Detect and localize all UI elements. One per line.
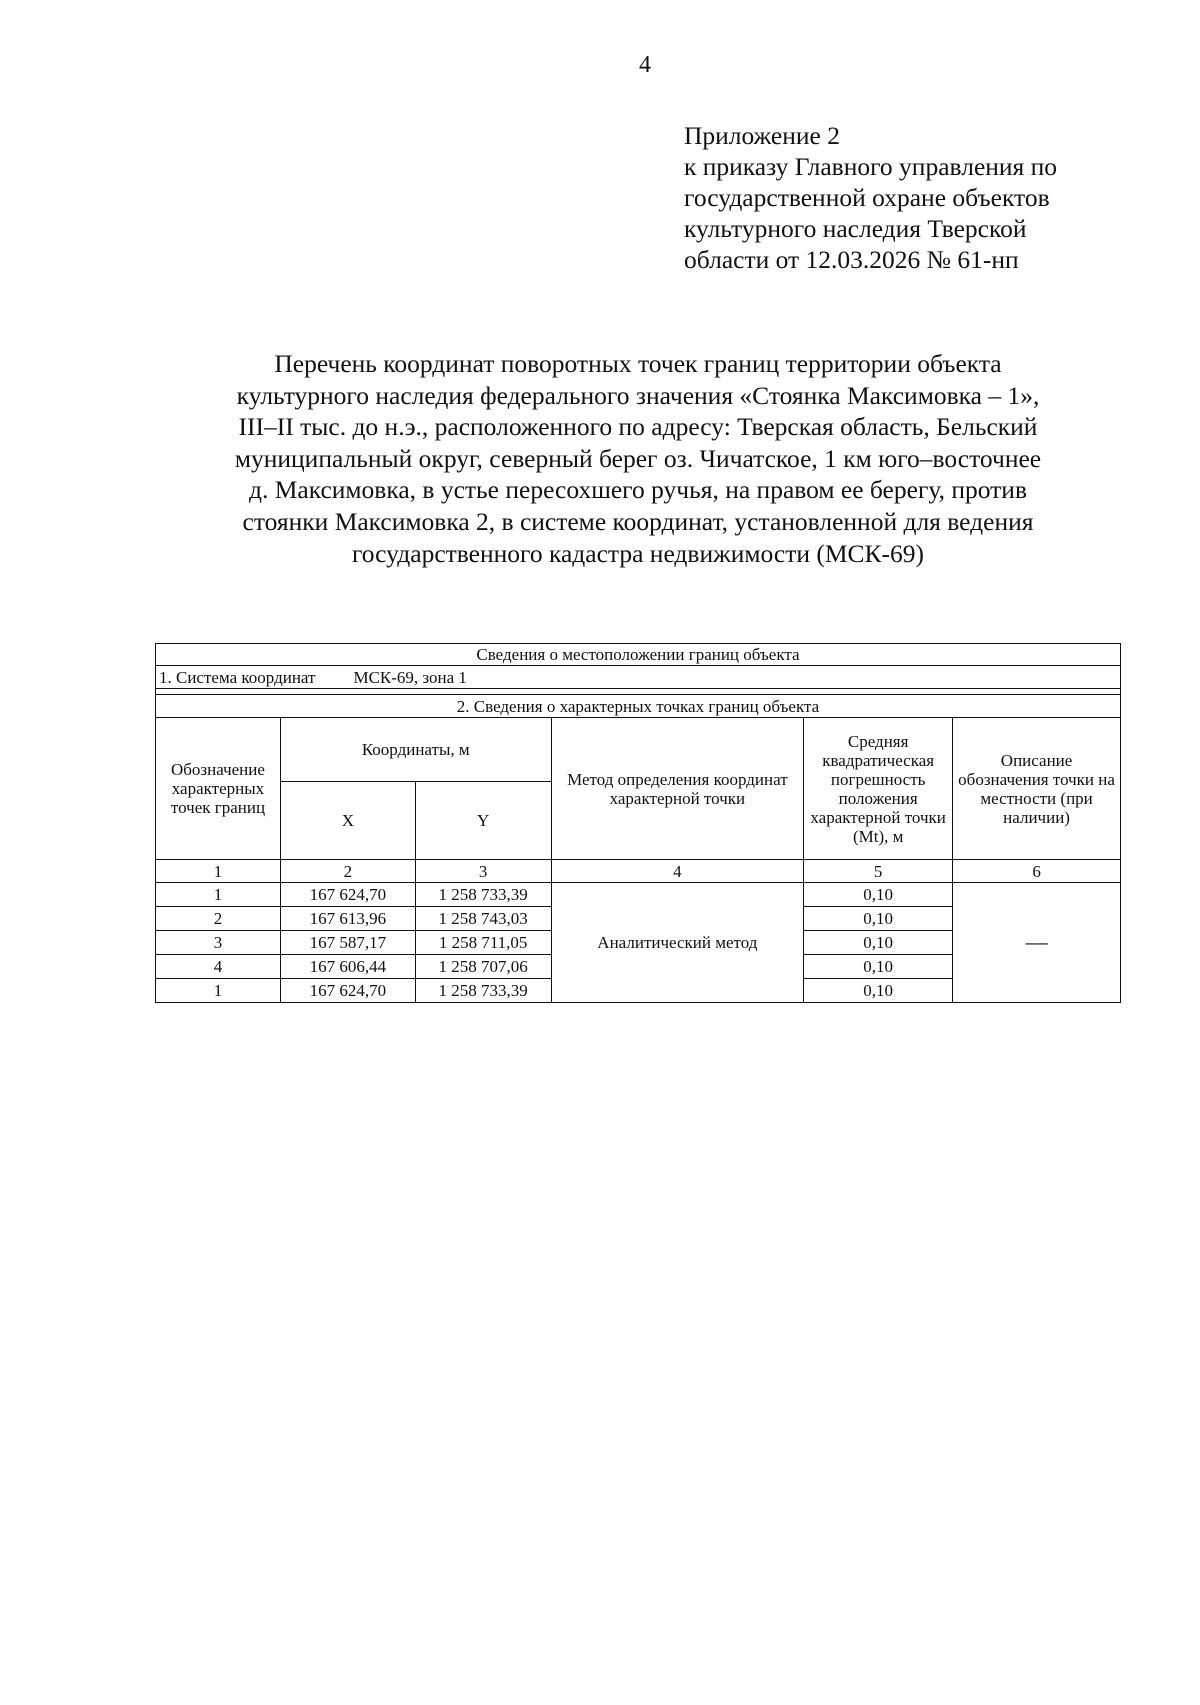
header-error: Средняя квадратическая погрешность положения характерной точки (Mt), м — [804, 718, 953, 860]
appendix-title: Приложение 2 — [684, 121, 840, 150]
header-coordinates: Координаты, м — [280, 718, 551, 782]
header-point: Обозначение характерных точек границ — [156, 718, 281, 860]
title-line: стоянки Максимовка 2, в системе координат, установленной для ведения — [242, 506, 1034, 536]
coordinates-table — [155, 643, 1121, 1003]
appendix-line: к приказу Главного управления по — [684, 152, 1058, 181]
header-method: Метод определения координат характерной точки — [551, 718, 804, 860]
table-row — [156, 883, 1121, 907]
document-title — [150, 348, 1126, 569]
x-value: 167 606,44 — [280, 955, 415, 979]
header-description: Описание обозначения точки на местности (при наличии) — [953, 718, 1121, 860]
error-value: 0,10 — [804, 979, 953, 1003]
point-number: 3 — [156, 931, 281, 955]
x-value: 167 624,70 — [280, 979, 415, 1003]
title-line: Перечень координат поворотных точек границ территории объекта — [274, 349, 1002, 378]
x-value: 167 587,17 — [280, 931, 415, 955]
column-number: 1 — [156, 860, 281, 883]
title-line: культурного наследия федерального значения «Стоянка Максимовка – 1», — [236, 380, 1040, 410]
column-number: 3 — [415, 860, 551, 883]
x-value: 167 624,70 — [280, 883, 415, 907]
coordinate-system-value: МСК-69, зона 1 — [353, 667, 467, 687]
appendix-block — [684, 120, 1116, 275]
appendix-line: государственной охране объектов — [684, 183, 1050, 212]
y-value: 1 258 707,06 — [415, 955, 551, 979]
point-number: 4 — [156, 955, 281, 979]
y-value: 1 258 733,39 — [415, 979, 551, 1003]
error-value: 0,10 — [804, 883, 953, 907]
coordinate-system-label: 1. Система координат — [159, 667, 316, 687]
y-value: 1 258 743,03 — [415, 907, 551, 931]
error-value: 0,10 — [804, 955, 953, 979]
appendix-line: культурного наследия Тверской — [684, 214, 1027, 243]
appendix-line: области от 12.03.2026 № 61-нп — [684, 245, 1019, 274]
header-y: Y — [415, 782, 551, 860]
title-line: муниципальный округ, северный берег оз. Чичатское, 1 км юго–восточнее — [234, 443, 1042, 473]
title-line: д. Максимовка, в устье пересохшего ручья, на правом ее берегу, против — [248, 475, 1027, 505]
y-value: 1 258 711,05 — [415, 931, 551, 955]
column-number: 6 — [953, 860, 1121, 883]
error-value: 0,10 — [804, 931, 953, 955]
column-number: 2 — [280, 860, 415, 883]
point-number: 1 — [156, 979, 281, 1003]
point-number: 2 — [156, 907, 281, 931]
column-number: 5 — [804, 860, 953, 883]
title-line: III–II тыс. до н.э., расположенного по адресу: Тверская область, Бельский — [238, 412, 1038, 442]
title-line: государственного кадастра недвижимости (МСК-69) — [351, 538, 925, 568]
y-value: 1 258 733,39 — [415, 883, 551, 907]
page-number: 4 — [639, 52, 651, 78]
column-number: 4 — [551, 860, 804, 883]
section2-heading: 2. Сведения о характерных точках границ объекта — [156, 695, 1121, 718]
method-value: Аналитический метод — [551, 883, 804, 1003]
table-caption: Сведения о местоположении границ объекта — [156, 644, 1121, 666]
header-x: X — [280, 782, 415, 860]
error-value: 0,10 — [804, 907, 953, 931]
x-value: 167 613,96 — [280, 907, 415, 931]
point-number: 1 — [156, 883, 281, 907]
description-value — [953, 883, 1121, 1003]
description-dash: — — [1025, 929, 1048, 954]
coordinate-system-row — [156, 666, 1121, 689]
